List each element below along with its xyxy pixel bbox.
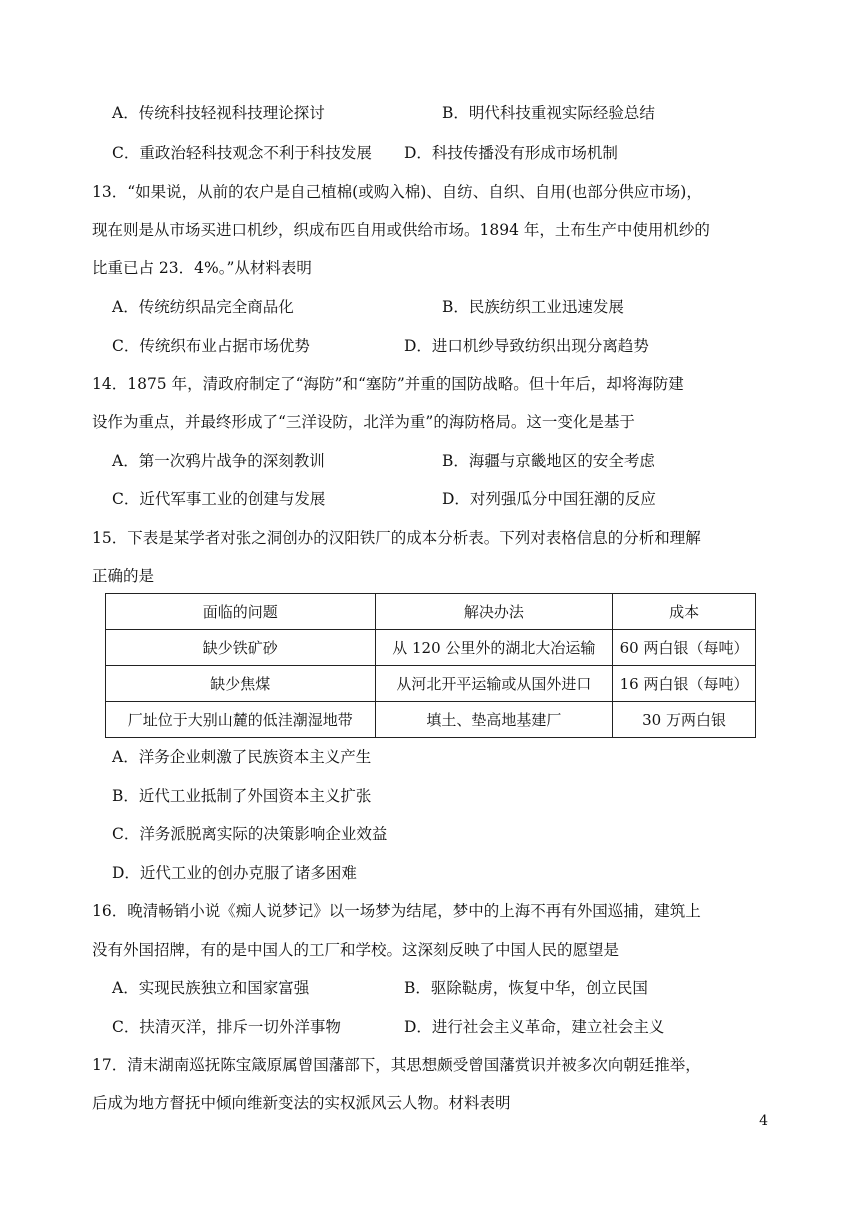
table-row — [106, 666, 756, 702]
q15-stem-line-2: 正确的是 — [92, 567, 155, 585]
q15-option-d: D．近代工业的创办克服了诸多困难 — [112, 864, 357, 882]
q14-stem-line-1: 14．1875 年，清政府制定了“海防”和“塞防”并重的国防战略。但十年后，却将海防建 — [92, 375, 684, 393]
q13-stem-line-3: 比重已占 23．4%。”从材料表明 — [92, 259, 312, 277]
table-cell: 从 120 公里外的湖北大冶运输 — [375, 630, 613, 666]
q12-option-a: A．传统科技轻视科技理论探讨 — [112, 104, 325, 122]
table-cell: 16 两白银（每吨） — [613, 666, 756, 702]
q15-stem-line-1: 15．下表是某学者对张之洞创办的汉阳铁厂的成本分析表。下列对表格信息的分析和理解 — [92, 529, 701, 547]
q17-stem-line-2: 后成为地方督抚中倾向维新变法的实权派风云人物。材料表明 — [92, 1094, 511, 1112]
q13-option-c: C．传统织布业占据市场优势 — [112, 337, 310, 355]
table-row — [106, 702, 756, 738]
q14-option-a: A．第一次鸦片战争的深刻教训 — [112, 452, 325, 470]
q14-option-d: D．对列强瓜分中国狂潮的反应 — [442, 490, 656, 508]
q16-stem-line-1: 16．晚清畅销小说《痴人说梦记》以一场梦为结尾，梦中的上海不再有外国巡捕，建筑上 — [92, 902, 701, 920]
q15-option-a: A．洋务企业刺激了民族资本主义产生 — [112, 748, 372, 766]
q12-option-b: B．明代科技重视实际经验总结 — [442, 104, 655, 122]
table-header-cell: 成本 — [613, 594, 756, 630]
q15-option-b: B．近代工业抵制了外国资本主义扩张 — [112, 787, 372, 805]
q17-stem-line-1: 17．清末湖南巡抚陈宝箴原属曾国藩部下，其思想颇受曾国藩赏识并被多次向朝廷推举， — [92, 1056, 701, 1074]
q13-option-a: A．传统纺织品完全商品化 — [112, 298, 294, 316]
q16-option-a: A．实现民族独立和国家富强 — [112, 979, 310, 997]
q12-option-d: D．科技传播没有形成市场机制 — [404, 144, 618, 162]
page-number: 4 — [759, 1113, 768, 1129]
table-cell: 从河北开平运输或从国外进口 — [375, 666, 613, 702]
table-cell: 30 万两白银 — [613, 702, 756, 738]
q16-option-c: C．扶清灭洋，排斥一切外洋事物 — [112, 1018, 341, 1036]
q16-option-d: D．进行社会主义革命，建立社会主义 — [404, 1018, 665, 1036]
cost-analysis-table — [105, 593, 756, 738]
q13-stem-line-2: 现在则是从市场买进口机纱，织成布匹自用或供给市场。1894 年，土布生产中使用机纱的 — [92, 221, 710, 239]
q13-option-b: B．民族纺织工业迅速发展 — [442, 298, 624, 316]
q14-option-b: B．海疆与京畿地区的安全考虑 — [442, 452, 655, 470]
q16-stem-line-2: 没有外国招牌，有的是中国人的工厂和学校。这深刻反映了中国人民的愿望是 — [92, 941, 620, 959]
table-cell: 厂址位于大别山麓的低洼潮湿地带 — [106, 702, 376, 738]
table-cell: 60 两白银（每吨） — [613, 630, 756, 666]
q14-stem-line-2: 设作为重点，并最终形成了“三洋设防，北洋为重”的海防格局。这一变化是基于 — [92, 413, 635, 431]
q12-option-c: C．重政治轻科技观念不利于科技发展 — [112, 144, 372, 162]
q15-option-c: C．洋务派脱离实际的决策影响企业效益 — [112, 825, 388, 843]
q14-option-c: C．近代军事工业的创建与发展 — [112, 490, 326, 508]
table-cell: 缺少焦煤 — [106, 666, 376, 702]
table-cell: 缺少铁矿砂 — [106, 630, 376, 666]
q13-stem-line-1: 13．“如果说，从前的农户是自己植棉(或购入棉)、自纺、自织、自用(也部分供应市场)， — [92, 183, 702, 201]
table-row — [106, 630, 756, 666]
q16-option-b: B．驱除鞑虏，恢复中华，创立民国 — [404, 979, 648, 997]
table-cell: 填土、垫高地基建厂 — [375, 702, 613, 738]
table-header-row — [106, 594, 756, 630]
q13-option-d: D．进口机纱导致纺织出现分离趋势 — [404, 337, 649, 355]
table-header-cell: 解决办法 — [375, 594, 613, 630]
table-header-cell: 面临的问题 — [106, 594, 376, 630]
